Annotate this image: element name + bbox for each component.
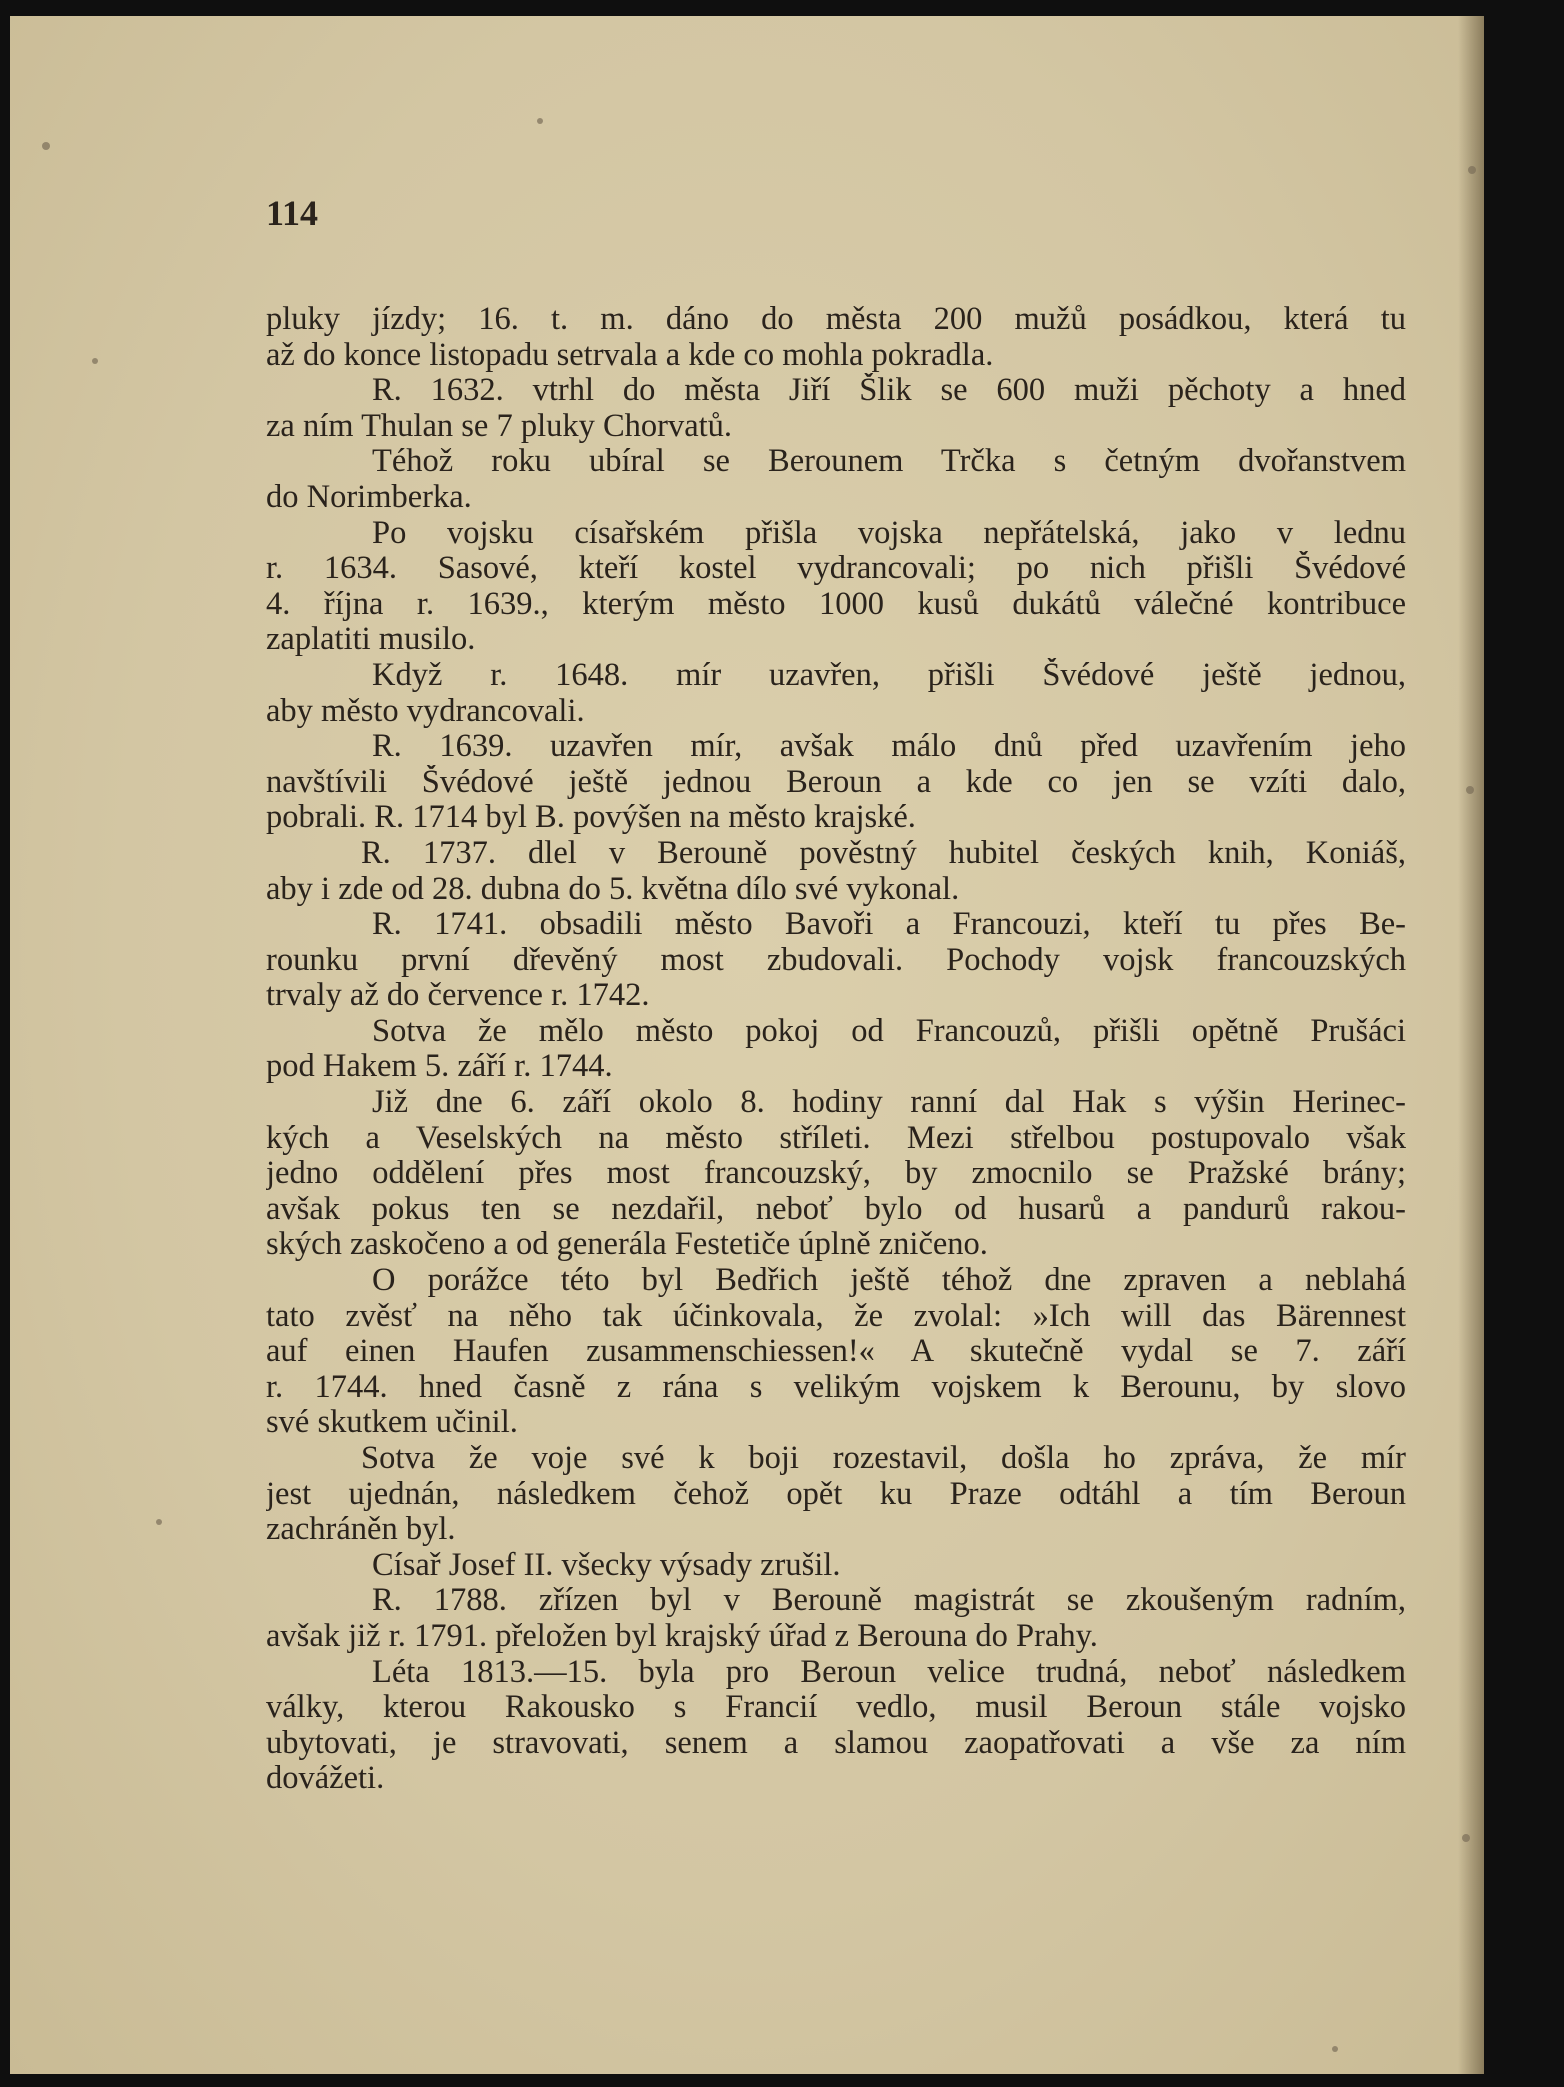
text-line: aby i zde od 28. dubna do 5. května dílo své vykonal. — [266, 871, 960, 907]
speck — [1466, 786, 1474, 794]
speck — [156, 1519, 162, 1525]
text-line: R. 1741. obsadili město Bavoři a Francouzi, kteří tu přes Be- — [372, 907, 1406, 943]
text-line: dovážeti. — [266, 1761, 385, 1797]
text-line: O porážce této byl Bedřich ještě téhož dne zpraven a neblahá — [372, 1263, 1406, 1299]
page-edge-shadow — [1458, 16, 1484, 2074]
text-line: Po vojsku císařském přišla vojska nepřátelská, jako v lednu — [372, 515, 1406, 551]
text-line: kých a Veselských na město stříleti. Mezi střelbou postupovalo však — [266, 1120, 1406, 1156]
speck — [1468, 166, 1476, 174]
speck — [1462, 1834, 1470, 1842]
text-line: jest ujednán, následkem čehož opět ku Praze odtáhl a tím Beroun — [266, 1476, 1406, 1512]
text-line: navštívili Švédové ještě jednou Beroun a kde co jen se vzíti dalo, — [266, 764, 1406, 800]
text-line: R. 1737. dlel v Berouně pověstný hubitel českých knih, Koniáš, — [361, 835, 1406, 871]
text-line: avšak již r. 1791. přeložen byl krajský úřad z Berouna do Prahy. — [266, 1618, 1098, 1654]
text-line: Téhož roku ubíral se Berounem Trčka s četným dvořanstvem — [372, 444, 1406, 480]
text-line: pluky jízdy; 16. t. m. dáno do města 200 mužů posádkou, která tu — [266, 302, 1406, 337]
text-line: tato zvěsť na něho tak účinkovala, že zvolal: »Ich will das Bärennest — [266, 1298, 1406, 1334]
text-line: Když r. 1648. mír uzavřen, přišli Švédové ještě jednou, — [372, 657, 1406, 693]
text-line: pobrali. R. 1714 byl B. povýšen na město krajské. — [266, 800, 916, 836]
text-line: zachráněn byl. — [266, 1512, 456, 1548]
text-line: pod Hakem 5. září r. 1744. — [266, 1049, 613, 1085]
text-line: trvaly až do července r. 1742. — [266, 978, 650, 1014]
text-line: Císař Josef II. všecky výsady zrušil. — [372, 1547, 841, 1583]
speck — [537, 118, 543, 124]
text-line: 4. října r. 1639., kterým město 1000 kusů dukátů válečné kontribuce — [266, 586, 1406, 622]
text-line: r. 1634. Sasové, kteří kostel vydrancovali; po nich přišli Švédové — [266, 551, 1406, 587]
text-line: R. 1632. vtrhl do města Jiří Šlik se 600 muži pěchoty a hned — [372, 373, 1406, 409]
text-line: Léta 1813.—15. byla pro Beroun velice trudná, neboť následkem — [372, 1654, 1406, 1690]
text-line: Sotva že voje své k boji rozestavil, došla ho zpráva, že mír — [361, 1441, 1406, 1476]
text-line: jedno oddělení přes most francouzský, by zmocnilo se Pražské brány; — [266, 1156, 1406, 1192]
text-line: r. 1744. hned časně z rána s velikým vojskem k Berounu, by slovo — [266, 1369, 1406, 1405]
speck — [92, 358, 98, 364]
text-line: aby město vydrancovali. — [266, 693, 585, 729]
text-line: R. 1639. uzavřen mír, avšak málo dnů před uzavřením jeho — [372, 729, 1406, 765]
text-line: za ním Thulan se 7 pluky Chorvatů. — [266, 408, 733, 444]
text-line: zaplatiti musilo. — [266, 622, 476, 658]
text-line: své skutkem učinil. — [266, 1405, 518, 1441]
text-line: auf einen Haufen zusammenschiessen!« A skutečně vydal se 7. září — [266, 1334, 1406, 1370]
text-line: až do konce listopadu setrvala a kde co mohla pokradla. — [266, 337, 994, 373]
body-text — [266, 302, 1406, 1797]
text-line: Sotva že mělo město pokoj od Francouzů, přišli opětně Prušáci — [372, 1013, 1406, 1049]
text-line: Již dne 6. září okolo 8. hodiny ranní dal Hak s výšin Herinec- — [372, 1085, 1406, 1121]
page-number: 114 — [266, 193, 319, 233]
text-line: do Norimberka. — [266, 479, 472, 515]
book-page — [10, 16, 1484, 2074]
text-line: ubytovati, je stravovati, senem a slamou zaopatřovati a vše za ním — [266, 1725, 1406, 1761]
text-line: rounku první dřevěný most zbudovali. Pochody vojsk francouzských — [266, 942, 1406, 978]
text-line: ských zaskočeno a od generála Festetiče úplně zničeno. — [266, 1227, 988, 1263]
text-line: R. 1788. zřízen byl v Berouně magistrát se zkoušeným radním, — [372, 1583, 1406, 1619]
text-line: avšak pokus ten se nezdařil, neboť bylo od husarů a pandurů rakou- — [266, 1191, 1406, 1227]
speck — [42, 142, 50, 150]
speck — [1332, 2046, 1338, 2052]
text-line: války, kterou Rakousko s Francií vedlo, musil Beroun stále vojsko — [266, 1690, 1406, 1726]
